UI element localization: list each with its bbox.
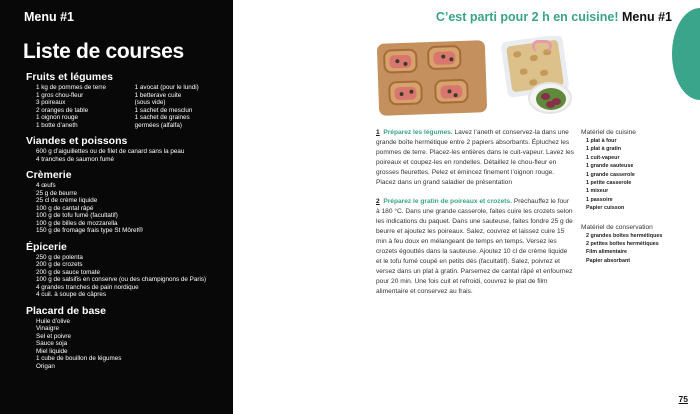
- equipment-cuisine-list: [586, 137, 691, 213]
- equipment-conservation-title: Matériel de conservation: [581, 223, 653, 231]
- list-item: Papier cuisson: [586, 205, 625, 212]
- menu-label: Menu #1: [24, 10, 75, 24]
- cutting-board: [377, 40, 487, 116]
- list-item: 1 petite casserole: [586, 180, 632, 187]
- page-header: [436, 10, 672, 25]
- page-title: Liste de courses: [23, 40, 184, 63]
- category-heading-fruits: Fruits et légumes: [26, 71, 113, 83]
- list-item: 100 g de tofu fumé (facultatif): [36, 212, 118, 219]
- epicerie-list: [36, 254, 226, 299]
- list-item: 1 passoire: [586, 196, 613, 203]
- list-item: 1 kg de pommes de terre: [36, 84, 107, 91]
- viandes-list: [36, 148, 223, 163]
- pink-handle: [532, 40, 552, 52]
- list-item: 4 cuil. à soupe de câpres: [36, 291, 107, 298]
- salmon-toast: [434, 79, 469, 104]
- fruits-column-2: [135, 84, 223, 129]
- list-item: 25 g de beurre: [36, 189, 77, 197]
- list-item: 1 avocat (pour le lundi): [134, 84, 199, 91]
- equipment-sidebar: [581, 128, 691, 265]
- list-item: Vinaigre: [36, 325, 59, 332]
- list-item: 1 sachet de graines: [134, 114, 190, 121]
- category-heading-epicerie: Épicerie: [26, 240, 67, 253]
- page-number: 75: [678, 394, 688, 404]
- list-item: 600 g d’aiguillettes ou de filet de canard sans la peau: [36, 148, 185, 155]
- header-tagline: C’est parti pour 2 h en cuisine!: [435, 10, 619, 24]
- list-item: 1 betterave cuite: [134, 91, 182, 99]
- placard-list: [36, 318, 223, 371]
- recipe-page: [233, 0, 700, 414]
- list-item: 4 grandes tranches de pain nordique: [36, 283, 139, 291]
- category-heading-placard: Placard de base: [26, 304, 106, 317]
- list-item: 2 grandes boîtes hermétiques: [586, 232, 663, 239]
- list-item: 3 poireaux: [36, 99, 66, 106]
- list-item: 1 sachet de mesclun: [134, 106, 193, 114]
- list-item: Miel liquide: [36, 347, 68, 355]
- list-item: 1 cube de bouillon de légumes: [36, 355, 122, 362]
- salmon-toast: [388, 80, 423, 105]
- list-item: 1 cuit-vapeur: [586, 154, 620, 161]
- list-item: Huile d’olive: [36, 317, 70, 325]
- list-item: Sel et poivre: [36, 332, 72, 340]
- list-item: 2 petites boîtes hermétiques: [586, 241, 659, 248]
- list-item: 25 cl de crème liquide: [36, 197, 98, 204]
- list-item: 1 plat à four: [586, 138, 617, 144]
- list-item: 1 gros chou-fleur: [36, 91, 84, 99]
- list-item: 100 g de salsifis en conserve (ou des champignons de Paris): [36, 276, 207, 283]
- list-item: 1 oignon rouge: [36, 114, 79, 121]
- list-item: 1 botte d’aneth: [36, 121, 78, 129]
- list-item: Sauce soja: [36, 340, 68, 347]
- step-1: 1 Préparez les légumes. Lavez l’aneth et conservez-la dans une grande boîte hermétique entre 2 papiers absorbants. Épluchez les pommes de terre. Placez-les entières dans le cuit-vapeur. Lavez les poireaux et coupez-les en rondelles. Détaillez le chou-fleur en grosses fleurettes. Pelez et émincez finement l’oignon rouge. Placez dans un grand saladier de présentation: [376, 129, 574, 187]
- list-item: germées (alfalfa): [134, 121, 182, 129]
- salmon-toast: [383, 49, 418, 74]
- list-item: 250 g de polenta: [36, 253, 83, 261]
- salad-bowl: [528, 82, 572, 114]
- list-item: 1 grande sauteuse: [586, 163, 634, 170]
- list-item: 2 oranges de table: [36, 106, 89, 114]
- list-item: (sous vide): [134, 99, 166, 106]
- list-item: 1 mixeur: [586, 188, 609, 195]
- list-item: 4 œufs: [36, 182, 56, 189]
- list-item: 1 grande casserole: [586, 171, 635, 178]
- list-item: Papier absorbant: [586, 257, 631, 264]
- category-heading-viandes: Viandes et poissons: [26, 135, 128, 147]
- equipment-conservation-list: [586, 232, 691, 266]
- step-2: 2 Préparez le gratin de poireaux et crozets. Préchauffez le four à 180 °C. Dans une grande casserole, faites cuire les crozets selon les indications du paquet. Dans une sauteuse, faites fondre 25 g de beurre et ajoutez les poireaux. Salez, couvrez et laissez cuire 15 min à feu doux en mélangeant de temps en temps. Versez les crozets égouttés dans la sauteuse. Ajoutez 10 cl de crème liquide et le tofu fumé coupé en petits dés (facultatif). Salez, poivrez et versez dans un plat à gratin. Parsemez de cantal râpé et enfournez pour 20 min. Une fois cuit et refroidi, couvrez le plat de film alimentaire et conservez au frais.: [376, 197, 573, 296]
- list-item: 100 g de cantal râpé: [36, 204, 94, 212]
- decorative-teal-circle: [672, 8, 700, 100]
- header-menu-label: Menu #1: [621, 10, 672, 24]
- equipment-cuisine-title: Matériel de cuisine: [581, 129, 636, 136]
- list-item: 1 plat à gratin: [586, 146, 622, 153]
- fruits-list: [36, 84, 223, 129]
- list-item: 150 g de fromage frais type St Môret®: [36, 227, 143, 234]
- recipe-steps: [376, 128, 574, 306]
- list-item: 200 g de crozets: [36, 261, 83, 268]
- list-item: 200 g de sauce tomate: [36, 268, 101, 276]
- food-photo: [376, 36, 574, 116]
- list-item: 100 g de billes de mozzarella: [36, 219, 118, 227]
- list-item: Film alimentaire: [586, 249, 628, 256]
- category-heading-cremerie: Crèmerie: [26, 169, 72, 181]
- cremerie-list: [36, 182, 223, 235]
- salmon-toast: [427, 45, 462, 70]
- fruits-column-1: [36, 84, 120, 129]
- list-item: 4 tranches de saumon fumé: [36, 155, 115, 163]
- shopping-list-page: [0, 0, 233, 414]
- list-item: Origan: [36, 362, 55, 370]
